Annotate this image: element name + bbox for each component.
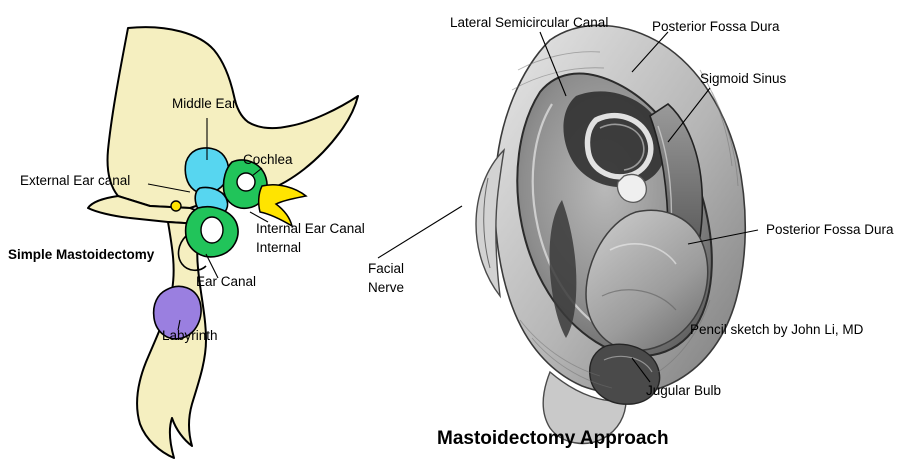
label-labyrinth: Ear Canal [196, 274, 257, 289]
label-cochlea: Cochlea [243, 152, 293, 167]
label-middle-ear: Middle Ear [172, 96, 237, 111]
label-internal-ear-canal-line1: Internal Ear Canal [256, 221, 365, 236]
credit-pencil-sketch: Pencil sketch by John Li, MD [690, 322, 864, 337]
label-facial-nerve-line2: Nerve [368, 280, 405, 295]
caption-simple-mastoidectomy: Simple Mastoidectomy [8, 247, 155, 262]
label-internal-ear-canal-line2: Internal [256, 240, 302, 255]
label-posterior-fossa-dura-top: Posterior Fossa Dura [652, 19, 780, 34]
label-sigmoid-sinus-left: Labyrinth [162, 328, 218, 343]
label-jugular-bulb: Jugular Bulb [646, 383, 722, 398]
label-external-ear-canal: External Ear canal [20, 173, 131, 188]
title-mastoidectomy-approach: Mastoidectomy Approach [437, 428, 669, 449]
label-posterior-fossa-dura-right: Posterior Fossa Dura [766, 222, 894, 237]
label-sigmoid-sinus-right: Sigmoid Sinus [700, 71, 787, 86]
label-facial-nerve-line1: Facial [368, 261, 405, 276]
label-lateral-semicircular-canal: Lateral Semicircular Canal [450, 15, 609, 30]
